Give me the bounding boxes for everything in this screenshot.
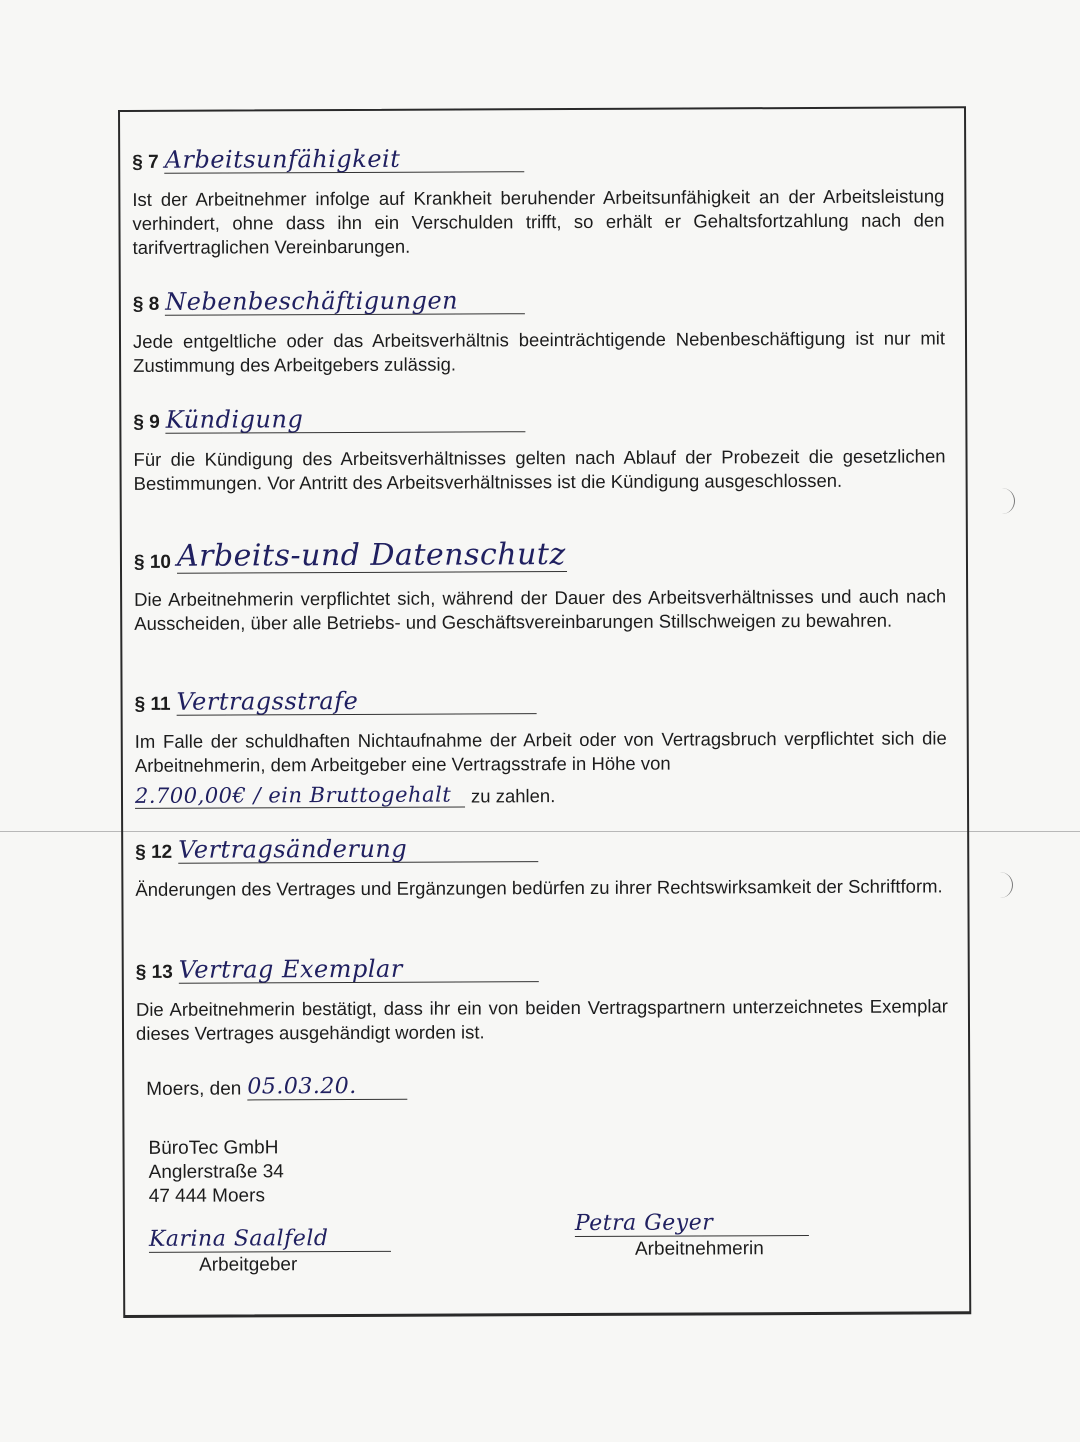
section-13 bbox=[136, 940, 948, 1046]
section-heading bbox=[132, 130, 944, 174]
employee-signature bbox=[575, 1203, 809, 1261]
section-title: Arbeits-und Datenschutz bbox=[176, 537, 566, 574]
title-field bbox=[165, 135, 525, 174]
employer-signature-line bbox=[149, 1219, 391, 1253]
title-field bbox=[165, 277, 525, 316]
title-field bbox=[178, 825, 538, 864]
penalty-amount: 2.700,00€ / ein Bruttogehalt bbox=[134, 782, 452, 808]
section-12 bbox=[135, 820, 947, 902]
employee-signature-name: Petra Geyer bbox=[574, 1210, 714, 1237]
section-number: § 13 bbox=[135, 961, 173, 983]
section-heading bbox=[136, 940, 948, 984]
company-address bbox=[148, 1136, 284, 1209]
section-number: § 9 bbox=[133, 411, 160, 433]
section-number: § 10 bbox=[133, 551, 172, 573]
section-text: Die Arbeitnehmerin bestätigt, dass ihr ein von beiden Vertragspartnern unterzeichnetes Exemplar dieses Vertrages ausgehändigt worden ist. bbox=[135, 995, 948, 1044]
section-text: Jede entgeltliche oder das Arbeitsverhältnis beeinträchtigende Nebenbeschäftigung ist nur mit Zustimmung des Arbeitgebers zulässig. bbox=[132, 327, 946, 376]
section-8 bbox=[133, 272, 945, 378]
section-number: § 12 bbox=[135, 841, 173, 863]
section-10 bbox=[134, 530, 946, 636]
section-title: Nebenbeschäftigungen bbox=[165, 286, 459, 316]
company-name: BüroTec GmbH bbox=[148, 1137, 279, 1159]
section-text: Für die Kündigung des Arbeitsverhältnisses gelten nach Ablauf der Probezeit die gesetzlichen Bestimmungen. Vor Antritt des Arbeitsverhältnisses ist die Kündigung ausgeschlossen. bbox=[133, 445, 946, 494]
title-field bbox=[176, 677, 536, 716]
section-number: § 11 bbox=[134, 693, 171, 715]
section-7 bbox=[132, 130, 945, 260]
section-number: § 8 bbox=[132, 293, 160, 315]
section-title: Vertrag Exemplar bbox=[178, 954, 403, 984]
section-text: Im Falle der schuldhaften Nichtaufnahme der Arbeit oder von Vertragsbruch verpflichtet sich die Arbeitnehmerin, dem Arbeitgeber eine Vertragsstrafe in Höhe von bbox=[134, 727, 947, 776]
date-value: 05.03.20. bbox=[247, 1073, 357, 1100]
title-field bbox=[179, 945, 539, 984]
section-heading bbox=[135, 820, 947, 864]
date-field bbox=[247, 1071, 407, 1101]
section-11 bbox=[134, 672, 947, 809]
employee-signature-line bbox=[575, 1203, 809, 1237]
section-heading bbox=[133, 390, 945, 434]
section-number: § 7 bbox=[132, 151, 159, 173]
employer-label: Arbeitgeber bbox=[198, 1254, 298, 1276]
section-heading bbox=[133, 272, 945, 316]
section-heading bbox=[134, 672, 946, 716]
section-title: Vertragsänderung bbox=[178, 834, 408, 864]
section-text: Ist der Arbeitnehmer infolge auf Krankheit beruhender Arbeitsunfähigkeit an der Arbeitsleistung verhindert, ohne dass ihn ein Verschulden trifft, so erhält er Gehaltsfortzahlung nach den tarifvertraglichen Vereinbarungen. bbox=[132, 185, 945, 258]
penalty-amount-field bbox=[135, 778, 465, 808]
company-city: 47 444 Moers bbox=[148, 1185, 265, 1207]
title-field bbox=[166, 395, 526, 434]
place-date bbox=[146, 1071, 407, 1101]
contract-page bbox=[118, 106, 971, 1318]
edge-mark-top bbox=[996, 488, 1015, 514]
section-title: Arbeitsunfähigkeit bbox=[164, 144, 401, 174]
section-9 bbox=[133, 390, 945, 496]
penalty-amount-row bbox=[135, 776, 947, 809]
company-street: Anglerstraße 34 bbox=[148, 1161, 284, 1183]
employer-signature-name: Karina Saalfeld bbox=[148, 1226, 329, 1252]
section-title: Vertragsstrafe bbox=[176, 686, 359, 716]
section-text: Änderungen des Vertrages und Ergänzungen bedürfen zu ihrer Rechtswirksamkeit der Schriftform. bbox=[135, 875, 943, 900]
section-title: Kündigung bbox=[165, 405, 304, 434]
penalty-suffix: zu zahlen. bbox=[470, 785, 556, 807]
edge-mark-bottom bbox=[994, 872, 1013, 898]
employer-signature bbox=[149, 1219, 391, 1277]
employee-label: Arbeitnehmerin bbox=[634, 1238, 764, 1260]
section-heading bbox=[134, 530, 946, 574]
section-text: Die Arbeitnehmerin verpflichtet sich, während der Dauer des Arbeitsverhältnisses und auch nach Ausscheiden, über alle Betriebs- und Geschäftsvereinbarungen Stillschweigen zu bewahren. bbox=[134, 585, 947, 634]
place-label: Moers, den bbox=[146, 1078, 242, 1100]
title-field bbox=[177, 535, 567, 574]
